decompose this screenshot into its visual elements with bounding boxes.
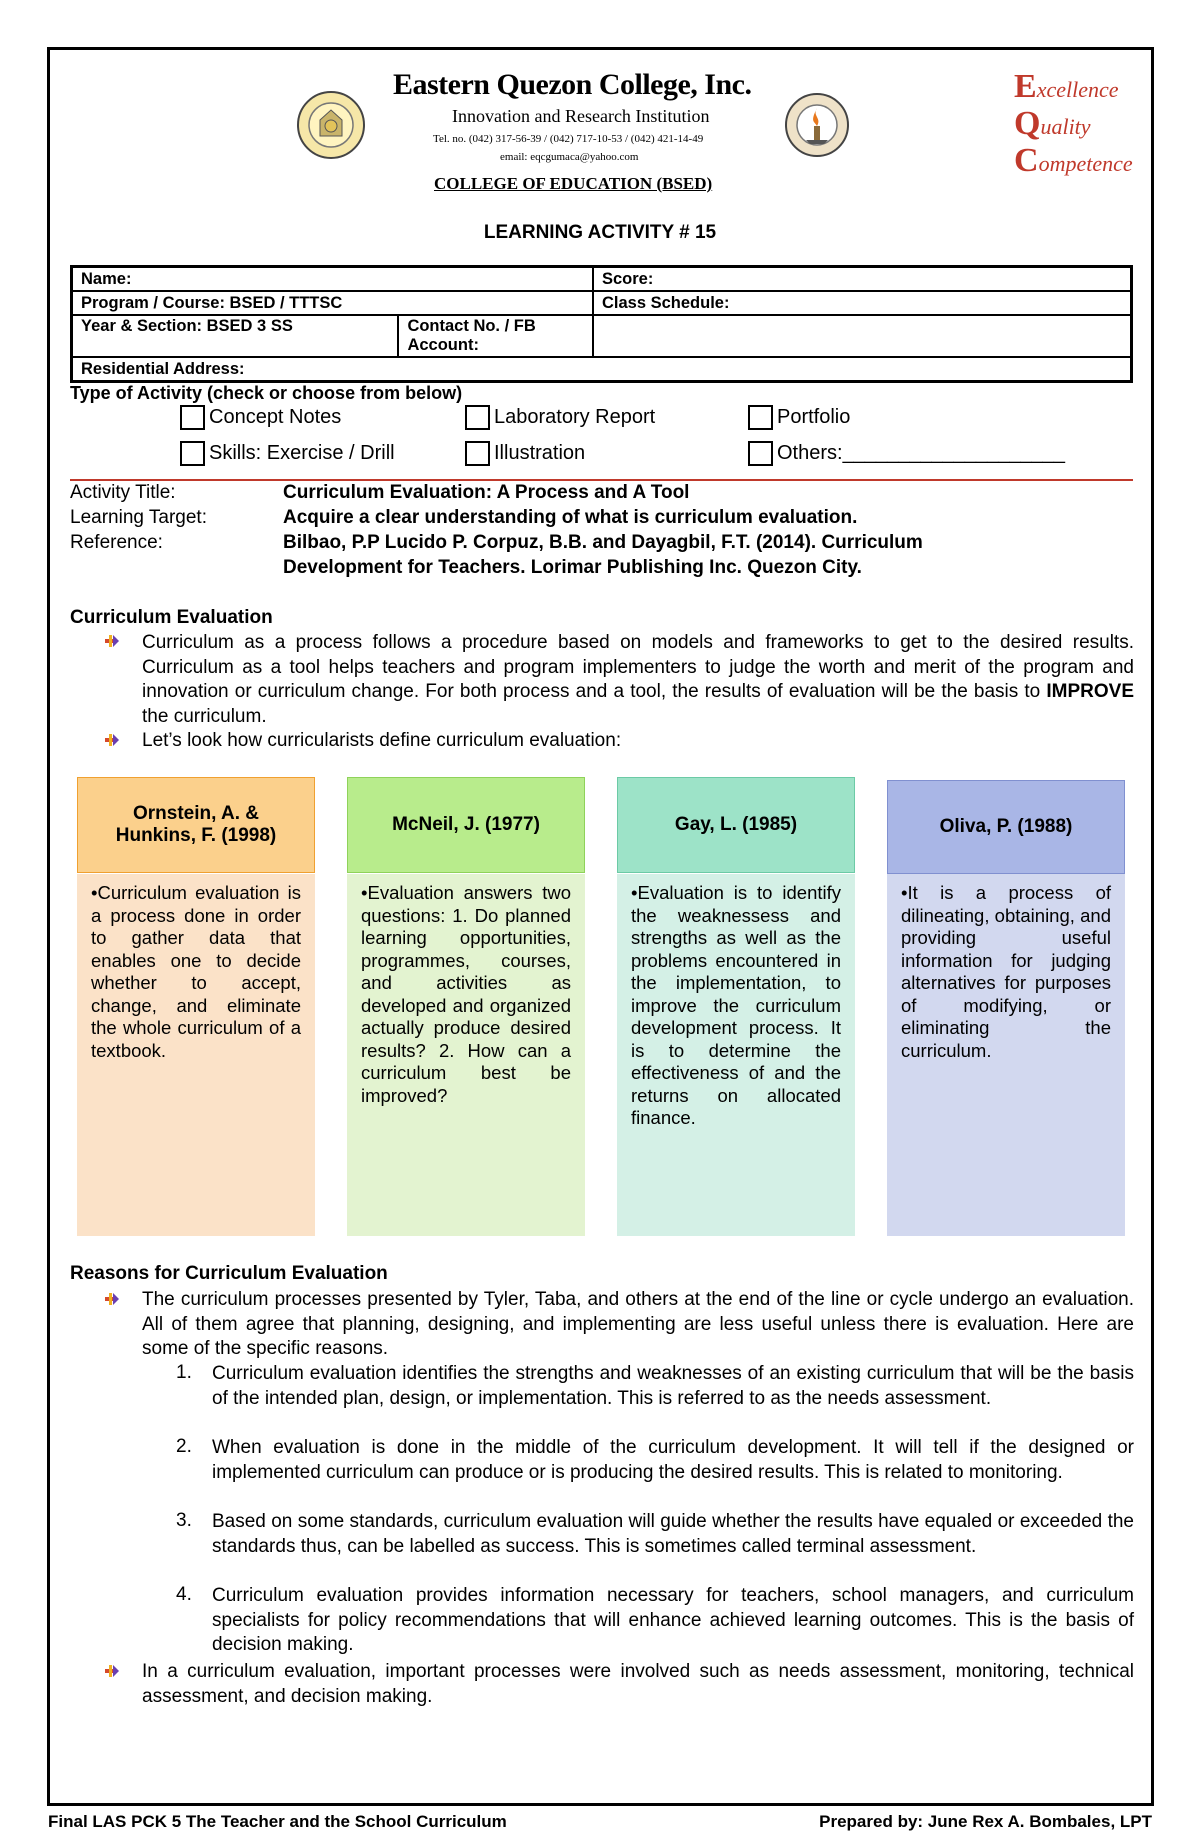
footer-course: Final LAS PCK 5 The Teacher and the School Curriculum	[48, 1812, 507, 1831]
checkbox-icon	[748, 441, 773, 466]
activity-title-value: Curriculum Evaluation: A Process and A Tool	[283, 482, 690, 503]
section-divider	[70, 479, 1133, 481]
checkbox-illustration[interactable]: Illustration	[465, 441, 585, 466]
card-definition-text: •It is a process of dilineating, obtaining, and providing useful information for judging alternatives for purposes of modifying, or eliminating the curriculum.	[887, 874, 1125, 1236]
program-cell[interactable]: Program / Course: BSED / TTTSC	[72, 291, 594, 315]
card-definition-text: •Evaluation is to identify the weaknessess and strengths as well as the problems encountered in the implementation, to improve the curriculum development process. It is to determine the effectiveness of and the returns on allocated finance.	[617, 874, 855, 1236]
card-author-heading: Gay, L. (1985)	[617, 777, 855, 873]
department-title: COLLEGE OF EDUCATION (BSED)	[434, 174, 713, 193]
activity-number: LEARNING ACTIVITY # 15	[483, 222, 717, 243]
reasons-closing: In a curriculum evaluation, important processes were involved such as needs assessment, monitoring, technical assessment, and decision making.	[142, 1661, 1134, 1707]
reason-item: When evaluation is done in the middle of the curriculum development. It will tell if the designed or implemented curriculum can produce or is producing the desired results. This is related to monitoring.	[212, 1437, 1134, 1483]
score-cell[interactable]: Score:	[593, 267, 1132, 292]
reference-line-2: Development for Teachers. Lorimar Publishing Inc. Quezon City.	[283, 557, 862, 578]
checkbox-icon	[465, 405, 490, 430]
school-seal-logo	[296, 90, 366, 160]
college-name: Eastern Quezon College, Inc.	[393, 68, 752, 101]
activity-type-label: Type of Activity (check or choose from below)	[70, 383, 463, 403]
curriculum-evaluation-heading: Curriculum Evaluation	[70, 607, 273, 628]
name-cell[interactable]: Name:	[72, 267, 594, 292]
checkbox-icon	[180, 405, 205, 430]
reasons-heading: Reasons for Curriculum Evaluation	[70, 1263, 388, 1284]
reference-label: Reference:	[70, 532, 163, 553]
activity-title-label: Activity Title:	[70, 482, 176, 503]
arrow-bullet-icon	[104, 633, 120, 649]
checkbox-portfolio[interactable]: Portfolio	[748, 405, 850, 430]
card-author-heading: McNeil, J. (1977)	[347, 777, 585, 873]
motto-quality: Quality	[1014, 105, 1091, 142]
reason-number: 3.	[176, 1510, 192, 1531]
reference-line-1: Bilbao, P.P Lucido P. Corpuz, B.B. and Dayagbil, F.T. (2014). Curriculum	[283, 532, 923, 553]
arrow-bullet-icon	[104, 1291, 120, 1307]
learning-target-value: Acquire a clear understanding of what is curriculum evaluation.	[283, 507, 858, 528]
email: email: eqcgumaca@yahoo.com	[500, 151, 639, 163]
address-cell[interactable]: Residential Address:	[72, 357, 1132, 382]
checkbox-skills-drill[interactable]: Skills: Exercise / Drill	[180, 441, 395, 466]
contact-cell-right[interactable]	[593, 315, 1132, 357]
telephone: Tel. no. (042) 317-56-39 / (042) 717-10-53 / (042) 421-14-49	[433, 133, 704, 145]
checkbox-icon	[748, 405, 773, 430]
arrow-bullet-icon	[104, 732, 120, 748]
footer-author: Prepared by: June Rex A. Bombales, LPT	[819, 1812, 1152, 1831]
year-contact-row	[72, 315, 594, 357]
card-author-heading: Oliva, P. (1988)	[887, 780, 1125, 874]
reason-number: 4.	[176, 1584, 192, 1605]
learning-target-label: Learning Target:	[70, 507, 207, 528]
checkbox-others[interactable]: Others:____________________	[748, 441, 1065, 466]
reason-number: 2.	[176, 1436, 192, 1457]
student-info-table	[70, 265, 1133, 383]
arrow-bullet-icon	[104, 1663, 120, 1679]
card-author-heading: Ornstein, A. & Hunkins, F. (1998)	[77, 777, 315, 873]
checkbox-icon	[180, 441, 205, 466]
curriculum-evaluation-paragraph: Curriculum as a process follows a procedure based on models and frameworks to get to the desired results. Curriculum as a tool helps teachers and program implementers to judge the worth and merit of the program and innovation or curriculum change. For both process and a tool, the results of evaluation will be the basis to IMPROVE the curriculum.	[142, 632, 1134, 727]
checkbox-concept-notes[interactable]: Concept Notes	[180, 405, 341, 430]
reasons-intro: The curriculum processes presented by Tyler, Taba, and others at the end of the line or cycle undergo an evaluation. All of them agree that planning, designing, and implementing are less useful unless there is evaluation. Here are some of the specific reasons.	[142, 1289, 1134, 1359]
institute-name: Innovation and Research Institution	[452, 106, 710, 126]
checkbox-laboratory-report[interactable]: Laboratory Report	[465, 405, 655, 430]
checkbox-icon	[465, 441, 490, 466]
contact-cell-left[interactable]: Contact No. / FB Account:	[407, 317, 536, 354]
reason-number: 1.	[176, 1362, 192, 1383]
reason-item: Based on some standards, curriculum evaluation will guide whether the results have equaled or exceeded the standards thus, can be labelled as success. This is sometimes called terminal assessment.	[212, 1511, 1134, 1557]
motto-excellence: Excellence	[1014, 68, 1119, 105]
reason-item: Curriculum evaluation identifies the strengths and weaknesses of an existing curriculum that will be the basis of the intended plan, design, or implementation. This is referred to as the needs assessment.	[212, 1363, 1134, 1409]
card-definition-text: •Curriculum evaluation is a process done in order to gather data that enables one to decide whether to accept, change, and eliminate the whole curriculum of a textbook.	[77, 874, 315, 1236]
motto-competence: Competence	[1014, 142, 1133, 179]
definitions-intro: Let’s look how curricularists define curriculum evaluation:	[142, 730, 622, 751]
education-seal-logo	[784, 92, 850, 158]
year-section-cell[interactable]: Year & Section: BSED 3 SS	[73, 316, 399, 356]
card-definition-text: •Evaluation answers two questions: 1. Do planned learning opportunities, programmes, courses, and activities as developed and organized actually produce desired results? 2. How can a curriculum best be improved?	[347, 874, 585, 1236]
reason-item: Curriculum evaluation provides information necessary for teachers, school managers, and curriculum specialists for policy recommendations that will enhance achieved learning outcomes. This is the basis of decision making.	[212, 1585, 1134, 1655]
schedule-cell[interactable]: Class Schedule:	[593, 291, 1132, 315]
